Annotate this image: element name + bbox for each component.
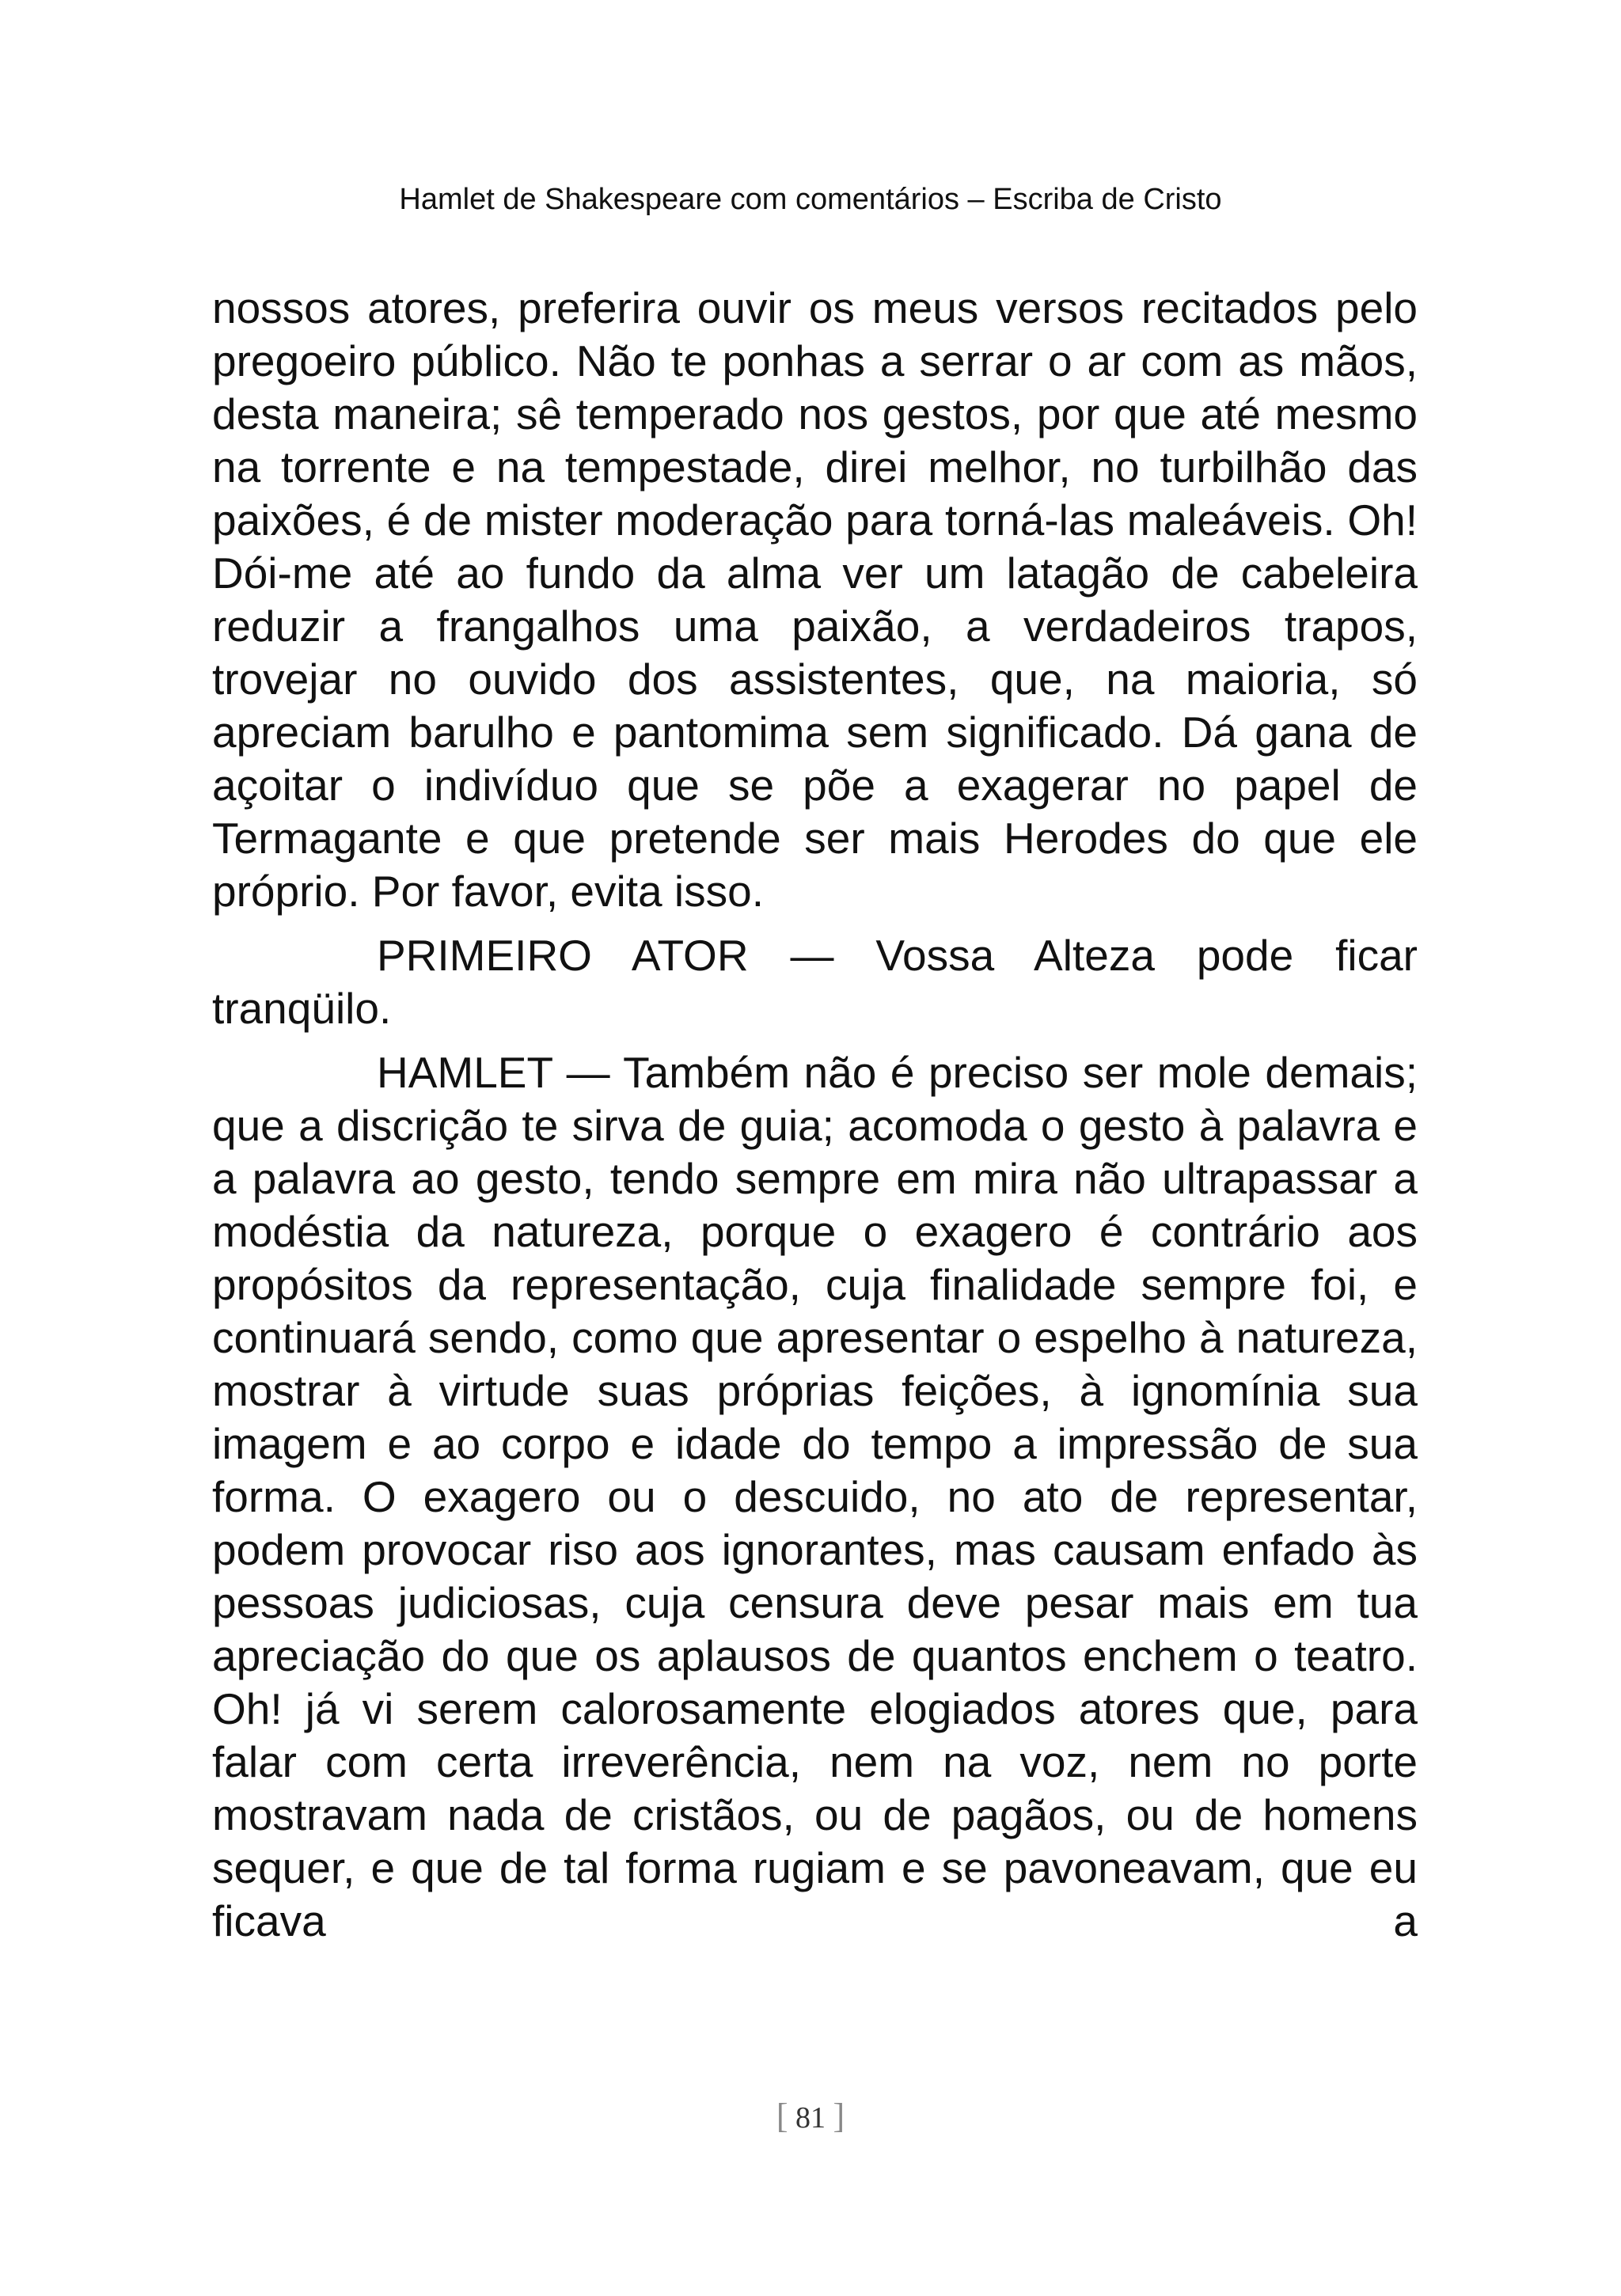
page-body [212, 282, 1418, 1948]
paragraph-primeiro-ator-text: PRIMEIRO ATOR — Vossa Alteza pode ficar tranqüilo. [212, 931, 1418, 1033]
paragraph-hamlet-text: HAMLET — Também não é preciso ser mole demais; que a discrição te sirva de guia; acomoda o gesto à palavra e a palavra ao gesto, tendo sempre em mira não ultrapassar a modéstia da natureza, porque o exagero é contrário aos propósitos da representação, cuja finalidade sempre foi, e continuará sendo, como que apresentar o espelho à natureza, mostrar à virtude suas próprias feições, à ignomínia sua imagem e ao corpo e idade do tempo a impressão de sua forma. O exagero ou o descuido, no ato de representar, podem provocar riso aos ignorantes, mas causam enfado às pessoas judiciosas, cuja censura deve pesar mais em tua apreciação do que os aplausos de quantos enchem o teatro. Oh! já vi serem calorosamente elogiados atores que, para falar com certa irreverência, nem na voz, nem no porte mostravam nada de cristãos, ou de pagãos, ou de homens sequer, e que de tal forma rugiam e se pavoneavam, que eu ficava a [212, 1048, 1418, 1945]
paragraph-hamlet [212, 1046, 1418, 1948]
page-number-bracket-open: [ [776, 2097, 788, 2135]
page-number [0, 2097, 1621, 2137]
page-number-bracket-close: ] [833, 2097, 845, 2135]
running-header: Hamlet de Shakespeare com comentários – Escriba de Cristo [399, 183, 1222, 216]
paragraph-continuation: nossos atores, preferira ouvir os meus versos recitados pelo pregoeiro público. Não te ponhas a serrar o ar com as mãos, desta maneira; sê temperado nos gestos, por que até mesmo na torrente e na tempestade, direi melhor, no turbilhão das paixões, é de mister moderação para torná-las maleáveis. Oh! Dói-me até ao fundo da alma ver um latagão de cabeleira reduzir a frangalhos uma paixão, a verdadeiros trapos, trovejar no ouvido dos assistentes, que, na maioria, só apreciam barulho e pantomima sem significado. Dá gana de açoitar o indivíduo que se põe a exagerar no papel de Termagante e que pretende ser mais Herodes do que ele próprio. Por favor, evita isso. [212, 283, 1418, 916]
page-number-value: 81 [795, 2101, 826, 2135]
paragraph-primeiro-ator [212, 929, 1418, 1035]
